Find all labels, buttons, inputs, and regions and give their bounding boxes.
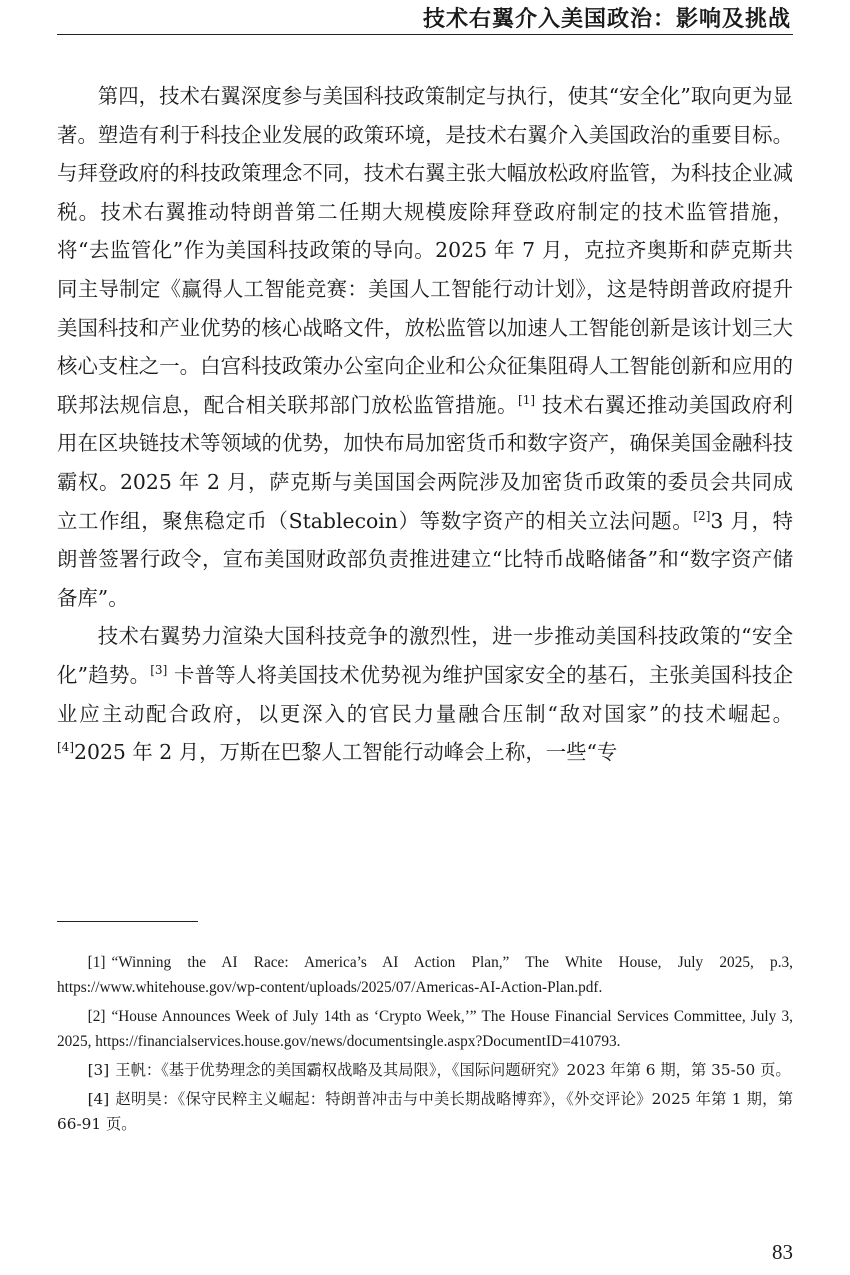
footnotes-section	[57, 950, 793, 1141]
paragraph-2-text-a: 技术右翼势力渲染大国科技竞争的激烈性，进一步推动美国科技政策的“安全化”趋势。	[57, 624, 793, 687]
footnote-ref-4[interactable]: [4]	[57, 740, 74, 755]
footnote-4	[57, 1087, 793, 1137]
footnote-ref-2[interactable]: [2]	[693, 508, 711, 523]
paragraph-1-text-b: 技术右翼还推动美国政府利用在区块链技术等领域的优势，加快布局加密货币和数字资产，确保美国金融科技霸权。2025 年 2 月，萨克斯与美国国会两院涉及加密货币政策的委员会共同成立工作组，聚焦稳定币（Stablecoin）等数字资产的相关立法问题。	[57, 392, 794, 533]
main-body-text	[57, 77, 793, 772]
running-header	[57, 0, 793, 35]
footnote-2	[57, 1004, 793, 1054]
running-header-title: 技术右翼介入美国政治：影响及挑战	[422, 6, 791, 32]
footnote-1	[57, 950, 793, 1000]
paragraph-2	[57, 617, 793, 771]
footnote-divider	[57, 921, 198, 922]
footnote-3	[57, 1058, 793, 1083]
footnote-number: [3]	[87, 1061, 110, 1079]
footnote-text: “Winning the AI Race: America’s AI Action Plan,” The White House, July 2025, p.3, https://www.whitehouse.gov/wp-content/uploads/2025/07/Americas-AI-Action-Plan.pdf.	[57, 954, 793, 996]
paragraph-1-text-c: 3 月，特朗普签署行政令，宣布美国财政部负责推进建立“比特币战略储备”和“数字资产储备库”。	[57, 508, 793, 610]
footnote-number: [2]	[87, 1008, 106, 1025]
footnote-text: 赵明昊：《保守民粹主义崛起：特朗普冲击与中美长期战略博弈》，《外交评论》2025 年第 1 期，第 66-91 页。	[57, 1090, 793, 1133]
paragraph-2-text-b: 卡普等人将美国技术优势视为维护国家安全的基石，主张美国科技企业应主动配合政府，以更深入的官民力量融合压制“敌对国家”的技术崛起。	[57, 662, 793, 726]
footnote-ref-1[interactable]: [1]	[518, 392, 536, 407]
paragraph-1-text-a: 第四，技术右翼深度参与美国科技政策制定与执行，使其“安全化”取向更为显著。塑造有利于科技企业发展的政策环境，是技术右翼介入美国政治的重要目标。与拜登政府的科技政策理念不同，技术右翼主张大幅放松政府监管，为科技企业减税。技术右翼推动特朗普第二任期大规模废除拜登政府制定的技术监管措施，将“去监管化”作为美国科技政策的导向。2025 年 7 月，克拉齐奥斯和萨克斯共同主导制定《赢得人工智能竞赛：美国人工智能行动计划》，这是特朗普政府提升美国科技和产业优势的核心战略文件，放松监管以加速人工智能创新是该计划三大核心支柱之一。白宫科技政策办公室向企业和公众征集阻碍人工智能创新和应用的联邦法规信息，配合相关联邦部门放松监管措施。	[57, 84, 793, 417]
footnote-ref-3[interactable]: [3]	[150, 663, 168, 678]
paragraph-1	[57, 77, 793, 617]
paragraph-2-text-c: 2025 年 2 月，万斯在巴黎人工智能行动峰会上称，一些“专	[74, 740, 618, 765]
footnote-number: [4]	[87, 1090, 110, 1108]
page-number: 83	[772, 1240, 793, 1264]
footnote-text: “House Announces Week of July 14th as ‘Crypto Week,’” The House Financial Services Committee, July 3, 2025, https://financialservices.house.gov/news/documentsingle.aspx?DocumentID=410793.	[57, 1008, 793, 1050]
footnote-number: [1]	[87, 954, 106, 971]
footnote-text: 王帆：《基于优势理念的美国霸权战略及其局限》，《国际问题研究》2023 年第 6 期，第 35-50 页。	[115, 1061, 791, 1079]
